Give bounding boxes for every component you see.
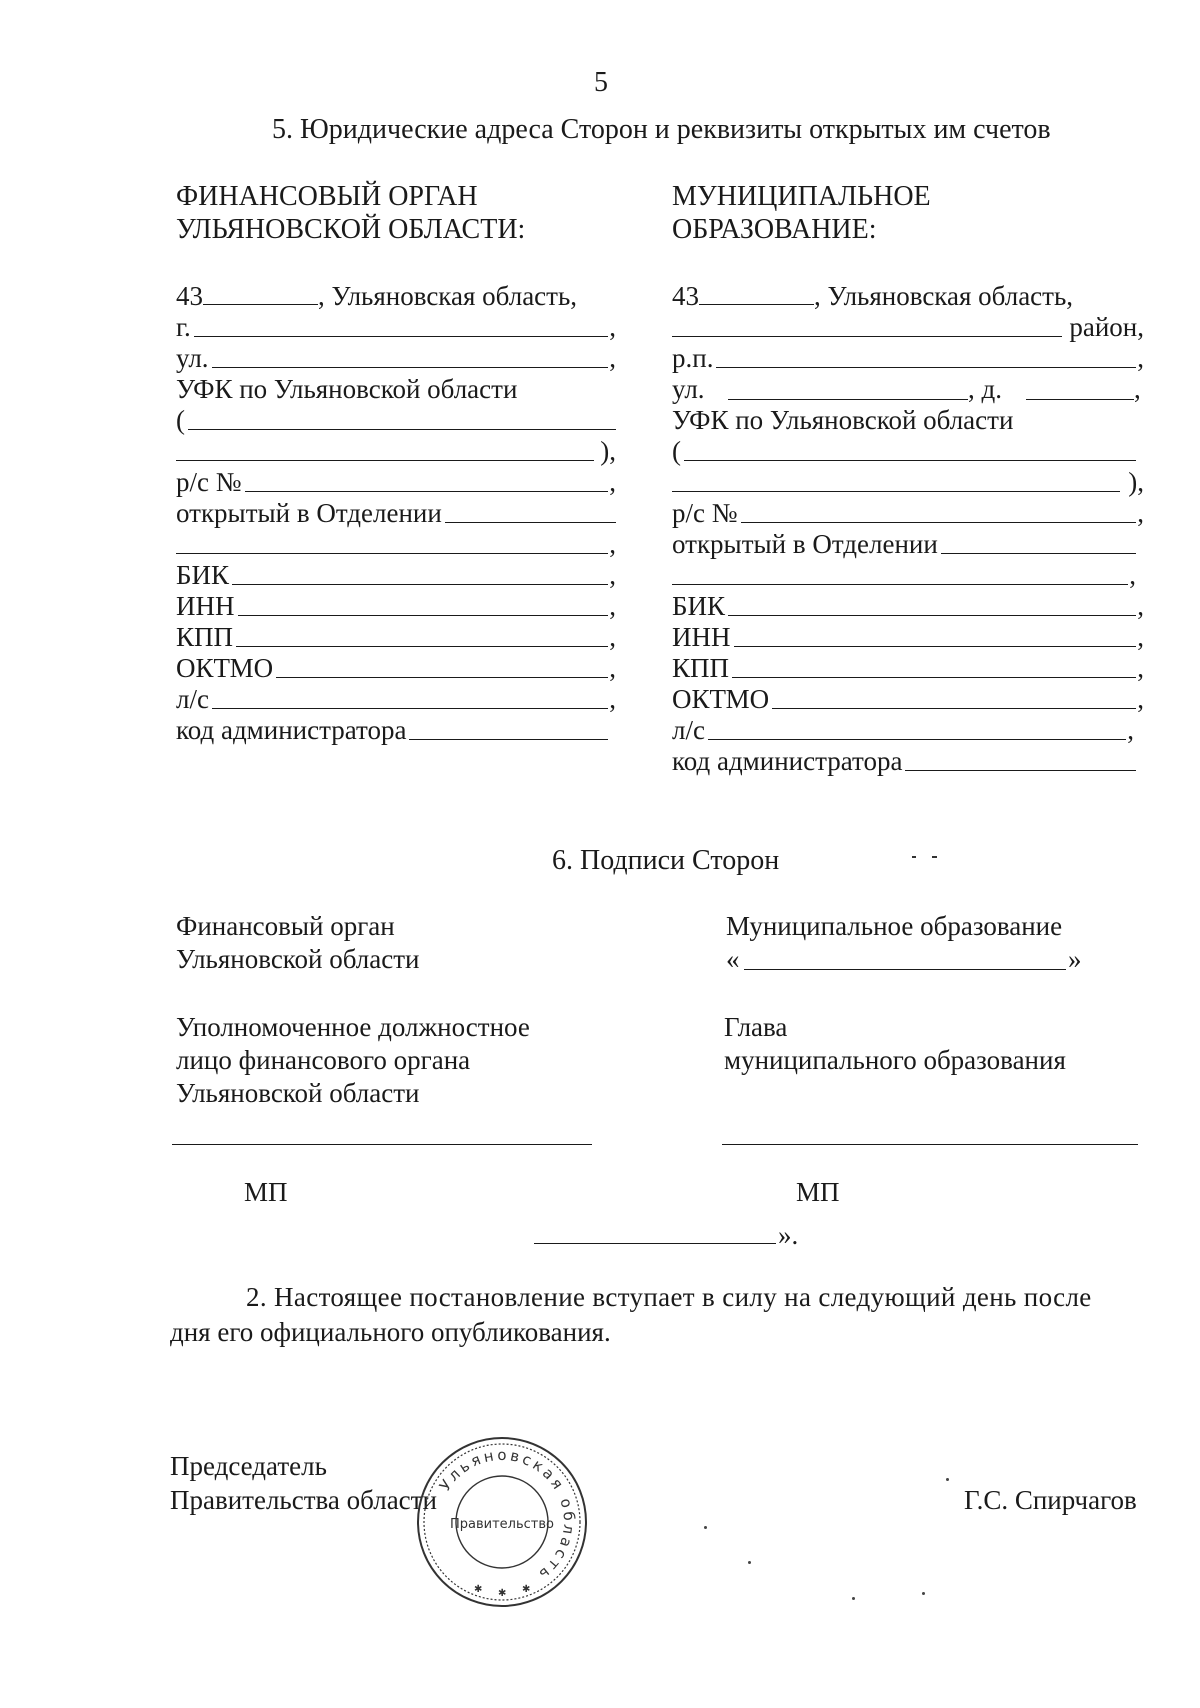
right-postcode-prefix: 43 (672, 281, 699, 311)
left-paren-close-field: ), (176, 435, 616, 467)
left-street-field: ул. , (176, 343, 616, 373)
footer-signer-name: Г.С. Спирчагов (964, 1485, 1137, 1515)
sig-right-role-line1: Глава (724, 1012, 788, 1042)
left-region-suffix: , Ульяновская область, (318, 281, 578, 311)
left-postcode-blank (203, 280, 318, 305)
left-postcode-prefix: 43 (176, 281, 203, 311)
seal-star-icon: ✱ (498, 1588, 507, 1599)
left-street-label: ул. (176, 342, 212, 374)
left-oktmo-field: ОКТМО , (176, 653, 616, 683)
left-admin-code-field (176, 714, 608, 746)
left-opened-in-field (176, 497, 616, 529)
clause2-line2: дня его официального опубликования. (170, 1317, 611, 1347)
sig-right-org-name-row: « » (726, 944, 1082, 974)
left-heading-line2: УЛЬЯНОВСКОЙ ОБЛАСТИ: (176, 214, 526, 245)
sig-left-role-line1: Уполномоченное должностное (176, 1012, 530, 1042)
left-account-label: р/с № (176, 466, 245, 498)
right-admin-code-field (672, 745, 1136, 777)
right-district-field (672, 311, 1144, 343)
right-ls-field: л/с , (672, 715, 1134, 745)
right-ls-label: л/с (672, 714, 708, 746)
right-admin-code-label: код администратора (672, 745, 905, 777)
right-account-field: р/с № , (672, 498, 1144, 528)
seal-star-icon: ✱ (474, 1584, 483, 1595)
stamp-place-right: МП (796, 1177, 840, 1207)
left-oktmo-label: ОКТМО (176, 652, 276, 684)
left-paren-open-field: ( (176, 404, 616, 436)
left-inn-label: ИНН (176, 590, 238, 622)
right-postcode-row (672, 280, 1073, 312)
scan-speck (748, 1561, 751, 1564)
right-settlement-label: р.п. (672, 342, 716, 374)
footer-position-line1: Председатель (170, 1451, 327, 1481)
right-settlement-field: р.п. , (672, 343, 1144, 373)
left-kpp-label: КПП (176, 621, 236, 653)
right-oktmo-field: ОКТМО , (672, 684, 1144, 714)
left-kpp-field: КПП , (176, 622, 616, 652)
clause2-line1: 2. Настоящее постановление вступает в силу на следующий день после (246, 1282, 1092, 1312)
scan-speck (932, 856, 937, 858)
left-inn-field: ИНН , (176, 591, 616, 621)
sig-right-role-line2: муниципального образования (724, 1045, 1066, 1075)
left-heading-line1: ФИНАНСОВЫЙ ОРГАН (176, 181, 478, 212)
right-inn-label: ИНН (672, 621, 734, 653)
left-bik-field: БИК , (176, 560, 616, 590)
footer-position-line2: Правительства области (170, 1485, 437, 1515)
left-admin-code-label: код администратора (176, 714, 409, 746)
left-ls-label: л/с (176, 683, 212, 715)
closing-quote: ». (778, 1220, 799, 1250)
right-account-label: р/с № (672, 497, 741, 529)
left-bik-label: БИК (176, 559, 232, 591)
right-house-label: , д. (968, 374, 1002, 404)
left-opened-in-label: открытый в Отделении (176, 497, 445, 529)
scan-speck (852, 1597, 855, 1600)
official-seal (412, 1432, 592, 1612)
right-street-label: ул. (672, 374, 705, 404)
left-city-label: г. (176, 311, 194, 343)
right-heading-line1: МУНИЦИПАЛЬНОЕ (672, 181, 931, 212)
right-bik-field: БИК , (672, 591, 1144, 621)
right-oktmo-label: ОКТМО (672, 683, 772, 715)
section-5-title: 5. Юридические адреса Сторон и реквизиты открытых им счетов (272, 114, 1051, 145)
right-kpp-field: КПП , (672, 653, 1144, 683)
left-city-field: г. , (176, 312, 616, 342)
closing-blank-line (534, 1243, 776, 1244)
right-heading-line2: ОБРАЗОВАНИЕ: (672, 214, 877, 245)
seal-ring-text: Ульяновская область (435, 1445, 579, 1586)
scan-speck (912, 856, 916, 858)
seal-center-text: Правительство (450, 1517, 554, 1532)
left-ufk: УФК по Ульяновской области (176, 374, 518, 404)
left-postcode-row (176, 280, 577, 312)
right-inn-field: ИНН , (672, 622, 1144, 652)
right-region-suffix: , Ульяновская область, (814, 281, 1074, 311)
sig-right-signature-line (722, 1144, 1138, 1145)
left-opened-in-cont-field: , (176, 528, 616, 560)
seal-star-icon: ✱ (522, 1584, 531, 1595)
section-6-title: 6. Подписи Сторон (552, 845, 780, 876)
stamp-place-left: МП (244, 1177, 288, 1207)
sig-left-signature-line (172, 1144, 592, 1145)
sig-left-role-line3: Ульяновской области (176, 1078, 420, 1108)
right-postcode-blank (699, 280, 814, 305)
right-opened-in-cont-field: , (672, 559, 1136, 591)
scan-speck (704, 1526, 707, 1529)
sig-left-org-line1: Финансовый орган (176, 911, 395, 941)
sig-right-org-line1: Муниципальное образование (726, 911, 1063, 941)
right-opened-in-label: открытый в Отделении (672, 528, 941, 560)
left-account-field: р/с № , (176, 467, 616, 497)
page-number: 5 (594, 67, 608, 98)
right-ufk: УФК по Ульяновской области (672, 405, 1014, 435)
right-street-house-row: ул. , д. , (672, 374, 1141, 404)
left-ls-field: л/с , (176, 684, 616, 714)
right-paren-close-field: ), (672, 466, 1144, 498)
sig-left-role-line2: лицо финансового органа (176, 1045, 471, 1075)
right-opened-in-field (672, 528, 1136, 560)
scan-speck (946, 1478, 949, 1481)
right-kpp-label: КПП (672, 652, 732, 684)
right-paren-open-field: ( (672, 435, 1136, 467)
right-bik-label: БИК (672, 590, 728, 622)
scan-speck (922, 1592, 925, 1595)
sig-left-org-line2: Ульяновской области (176, 944, 420, 974)
right-district-label: район, (1069, 312, 1144, 342)
